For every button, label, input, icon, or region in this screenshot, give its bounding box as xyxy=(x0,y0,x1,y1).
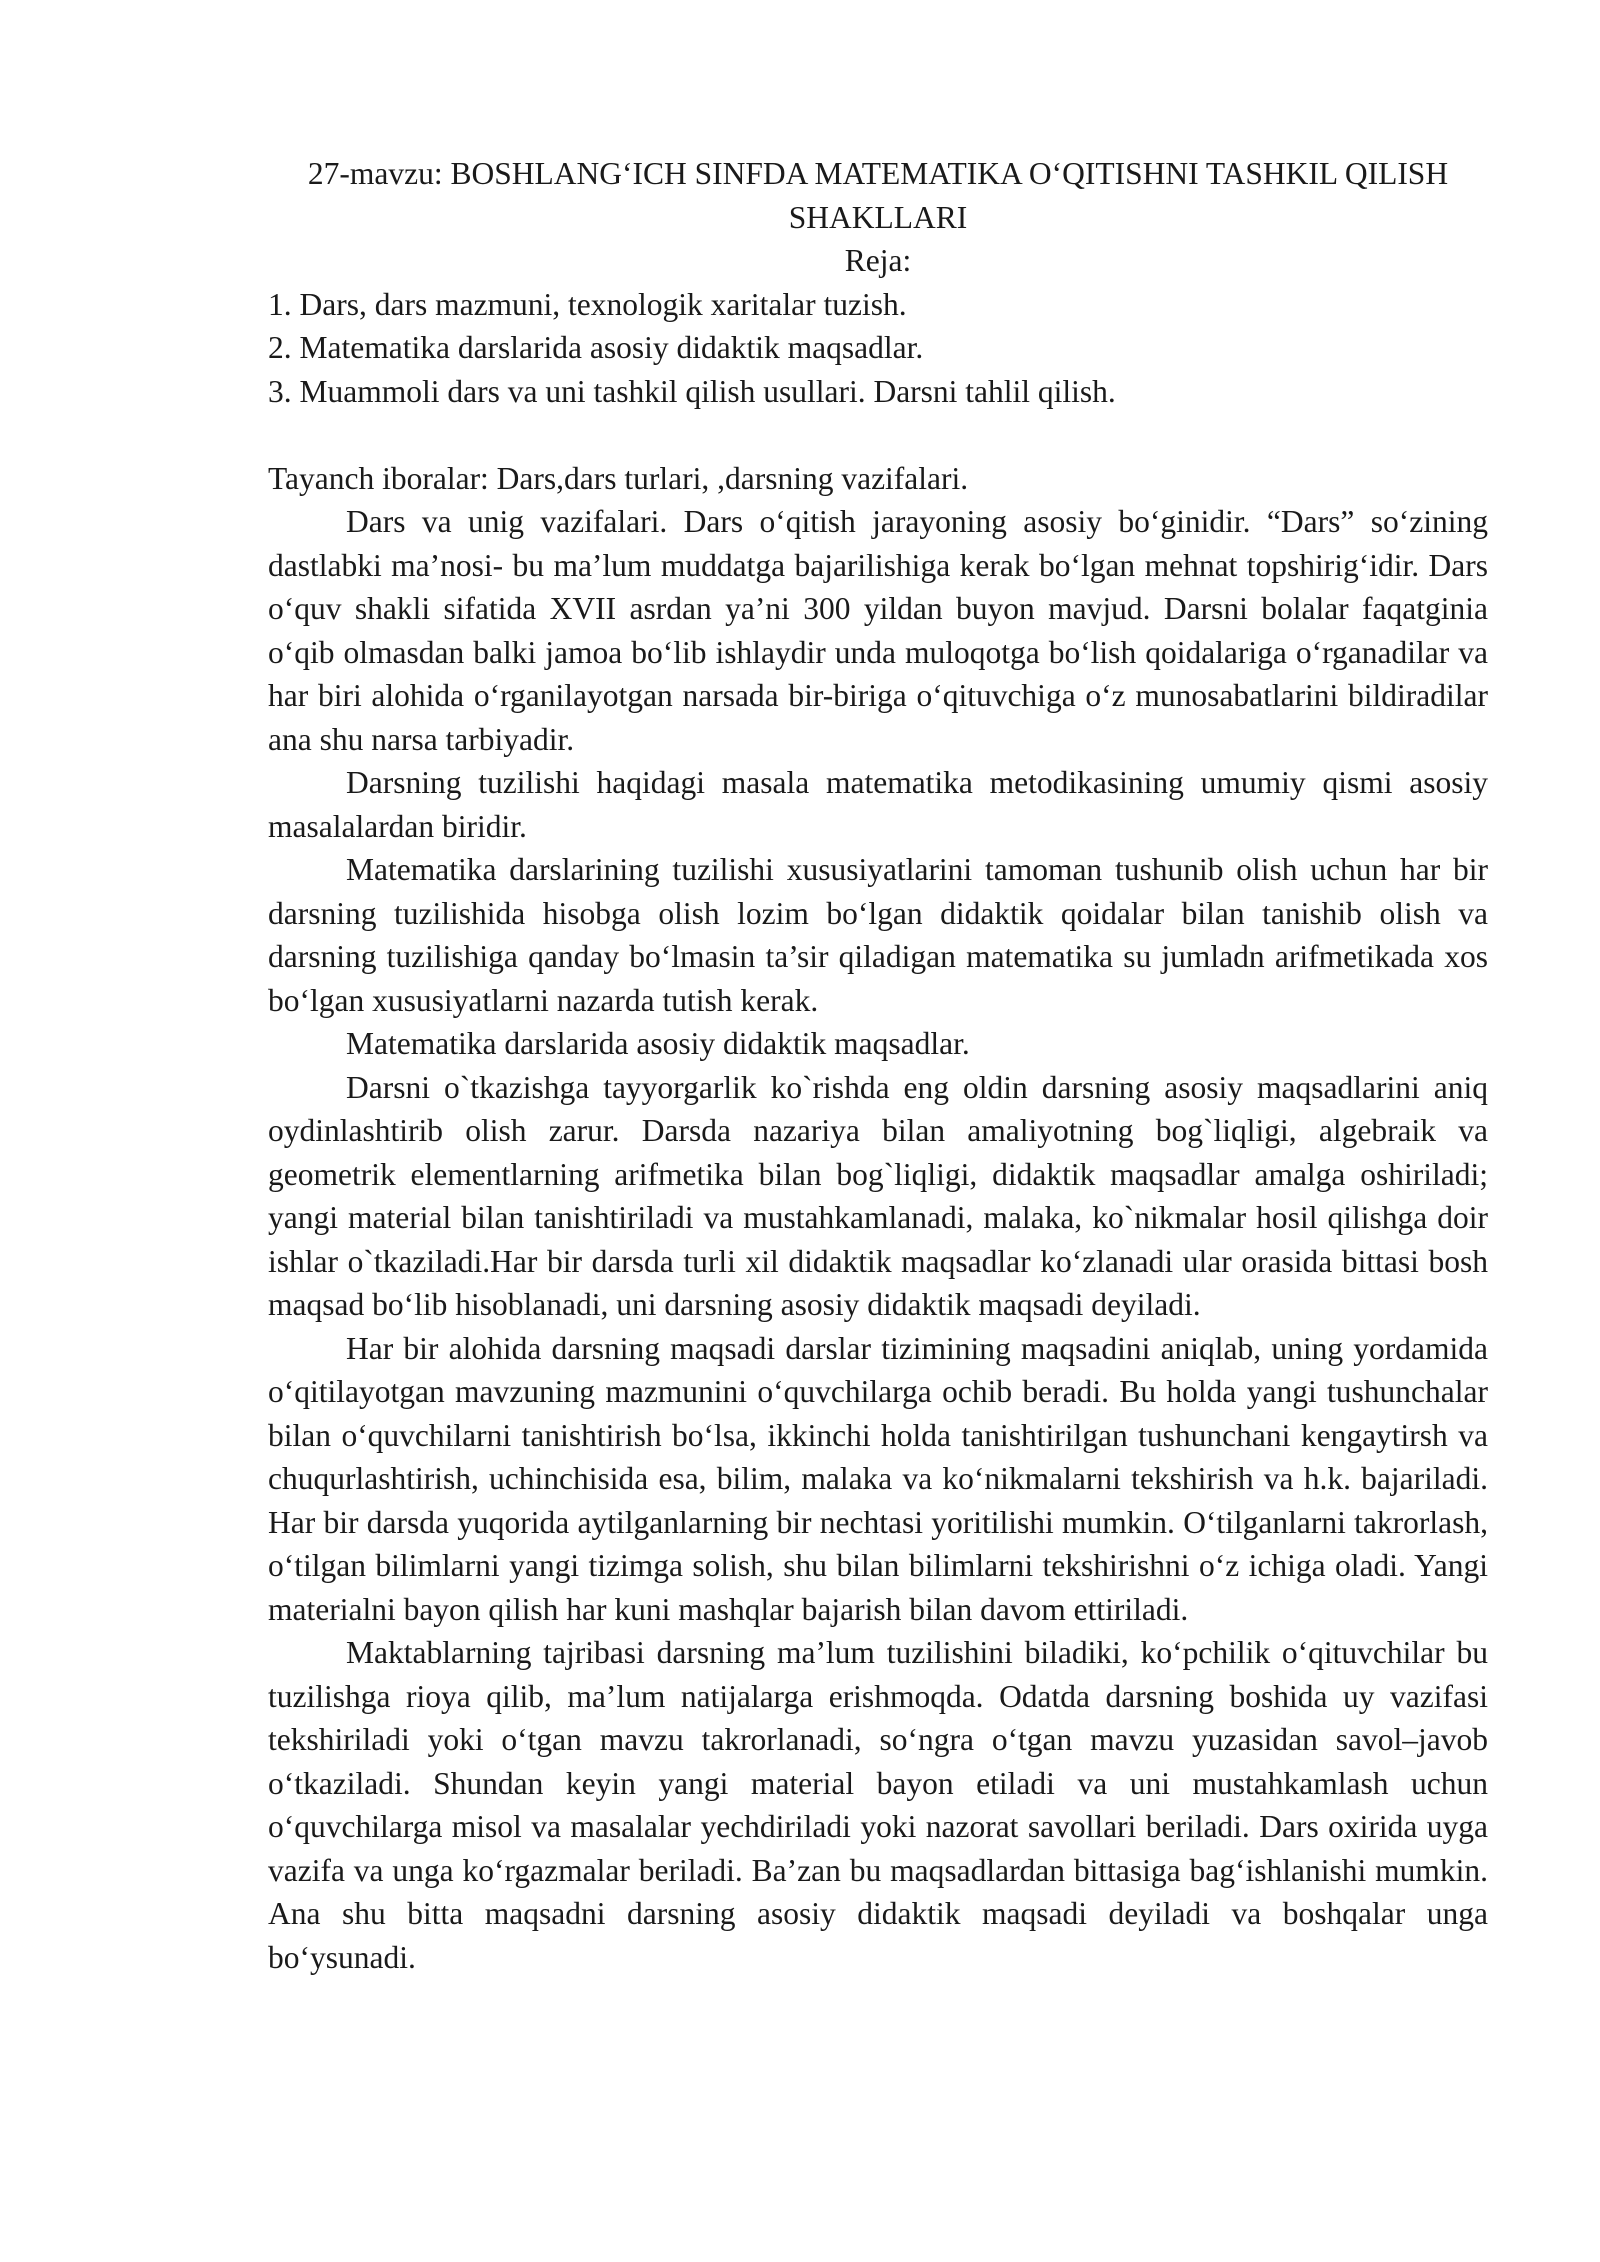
body-paragraph: Darsni o`tkazishga tayyorgarlik ko`rishda eng oldin darsning asosiy maqsadlarini aniq oydinlashtirib olish zarur. Darsda nazariya bilan amaliyotning bog`liqligi, algebraik va geometrik elementlarning arifmetika bilan bog`liqligi, didaktik maqsadlar amalga oshiriladi; yangi material bilan tanishtiriladi va mustahkamlanadi, malaka, ko`nikmalar hosil qilishga doir ishlar o`tkaziladi.Har bir darsda turli xil didaktik maqsadlar ko‘zlanadi ular orasida bittasi bosh maqsad bo‘lib hisoblanadi, uni darsning asosiy didaktik maqsadi deyiladi. xyxy=(268,1069,1488,1322)
plan-item: 2. Matematika darslarida asosiy didaktik maqsadlar. xyxy=(268,330,924,365)
plan-item: 1. Dars, dars mazmuni, texnologik xaritalar tuzish. xyxy=(268,286,907,322)
document-title: 27-mavzu: BOSHLANG‘ICH SINFDA MATEMATIKA O‘QITISHNI TASHKIL QILISH SHAKLLARI xyxy=(307,156,1449,235)
plan-heading: Reja: xyxy=(844,243,912,278)
plan-list xyxy=(268,283,1488,414)
body-paragraph: Har bir alohida darsning maqsadi darslar tizimining maqsadini aniqlab, uning yordamida o‘qitilayotgan mavzuning mazmunini o‘quvchilarga ochib beradi. Bu holda yangi tushunchalar bilan o‘quvchilarni tanishtirish bo‘lsa, ikkinchi holda tanishtirilgan tushunchani kengaytirsh va chuqurlashtirish, uchinchisida esa, bilim, malaka va ko‘nikmalarni tekshirish va h.k. bajariladi. Har bir darsda yuqorida aytilganlarning bir nechtasi yoritilishi mumkin. O‘tilganlarni takrorlash, o‘tilgan bilimlarni yangi tizimga solish, shu bilan bilimlarni tekshirishni o‘z ichiga oladi. Yangi materialni bayon qilish har kuni mashqlar bajarish bilan davom ettiriladi. xyxy=(268,1330,1488,1627)
body-paragraph: Matematika darslarining tuzilishi xususiyatlarini tamoman tushunib olish uchun har bir darsning tuzilishida hisobga olish lozim bo‘lgan didaktik qoidalar bilan tanishib olish va darsning tuzilishiga qanday bo‘lmasin ta’sir qiladigan matematika su jumladn arifmetikada xos bo‘lgan xususiyatlarni nazarda tutish kerak. xyxy=(268,852,1488,1018)
keywords-line: Tayanch iboralar: Dars,dars turlari, ,darsning vazifalari. xyxy=(268,460,969,496)
section-heading: Matematika darslarida asosiy didaktik maqsadlar. xyxy=(346,1026,970,1061)
document-page xyxy=(268,152,1488,1979)
body-paragraph: Darsning tuzilishi haqidagi masala matematika metodikasining umumiy qismi asosiy masalalardan biridir. xyxy=(268,765,1488,844)
body-paragraph: Maktablarning tajribasi darsning ma’lum tuzilishini biladiki, ko‘pchilik o‘qituvchilar bu tuzilishga rioya qilib, ma’lum natijalarga erishmoqda. Odatda darsning boshida uy vazifasi tekshiriladi yoki o‘tgan mavzu takrorlanadi, so‘ngra o‘tgan mavzu yuzasidan savol–javob o‘tkaziladi. Shundan keyin yangi material bayon etiladi va uni mustahkamlash uchun o‘quvchilarga misol va masalalar yechdiriladi yoki nazorat savollari beriladi. Dars oxirida uyga vazifa va unga ko‘rgazmalar beriladi. Ba’zan bu maqsadlardan bittasiga bag‘ishlanishi mumkin. Ana shu bitta maqsadni darsning asosiy didaktik maqsadi deyiladi va boshqalar unga bo‘ysunadi. xyxy=(268,1635,1488,1975)
plan-item: 3. Muammoli dars va uni tashkil qilish usullari. Darsni tahlil qilish. xyxy=(268,373,1116,409)
body-paragraph: Dars va unig vazifalari. Dars o‘qitish jarayoning asosiy bo‘ginidir. “Dars” so‘zining dastlabki ma’nosi- bu ma’lum muddatga bajarilishiga kerak bo‘lgan mehnat topshirig‘idir. Dars o‘quv shakli sifatida XVII asrdan ya’ni 300 yildan buyon mavjud. Darsni bolalar faqatginia o‘qib olmasdan balki jamoa bo‘lib ishlaydir unda muloqotga bo‘lish qoidalariga o‘rganadilar va har biri alohida o‘rganilayotgan narsada bir-biriga o‘qituvchiga o‘z munosabatlarini bildiradilar ana shu narsa tarbiyadir. xyxy=(268,504,1488,757)
